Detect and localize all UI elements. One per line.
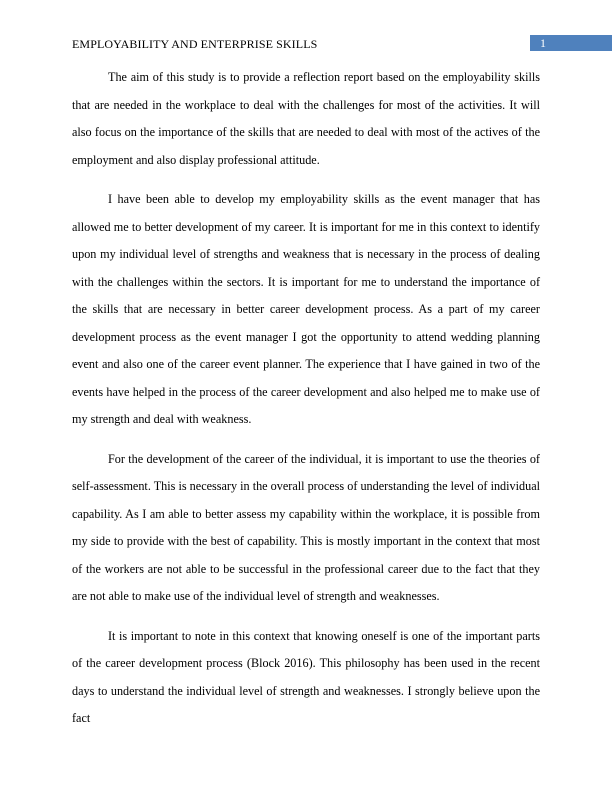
paragraph-3: For the development of the career of the individual, it is important to use the theories of self-assessment. This is necessary in the overall process of understanding the level of individual capability. As I am able to better assess my capability within the workplace, it is possible from my side to provide with the best of capability. This is mostly important in the context that most of the workers are not able to be successful in the professional career due to the fact that they are not able to make use of the individual level of strength and weaknesses.	[72, 451, 540, 603]
page-number-badge	[530, 35, 612, 51]
running-head: EMPLOYABILITY AND ENTERPRISE SKILLS	[72, 37, 318, 51]
paragraph-1: The aim of this study is to provide a reflection report based on the employability skills that are needed in the workplace to deal with the challenges for most of the activities. It will also focus on the importance of the skills that are needed to deal with most of the actives of the employment and also display professional attitude.	[72, 70, 540, 167]
document-body	[72, 64, 540, 745]
page-number: 1	[540, 36, 546, 50]
paragraph-4: It is important to note in this context that knowing oneself is one of the important parts of the career development process (Block 2016). This philosophy has been used in the recent days to understand the individual level of strength and weaknesses. I strongly believe upon the fact	[72, 628, 540, 725]
paragraph-2: I have been able to develop my employability skills as the event manager that has allowed me to better development of my career. It is important for me in this context to identify upon my individual level of strengths and weakness that is necessary in the process of dealing with the challenges within the sectors. It is important for me to understand the importance of the skills that are necessary in better career development process. As a part of my career development process as the event manager I got the opportunity to attend wedding planning event and also one of the career event planner. The experience that I have gained in two of the events have helped in the process of the career development and also helped me to make use of my strength and deal with weakness.	[72, 192, 540, 426]
